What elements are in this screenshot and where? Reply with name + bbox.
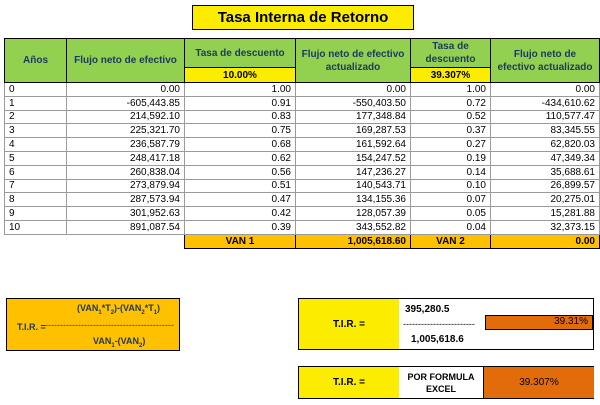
table-row <box>5 207 600 221</box>
year-cell[interactable]: 5 <box>5 151 67 165</box>
rate1-cell[interactable]: 10.00% <box>185 68 296 83</box>
flow-cell[interactable]: 260,838.04 <box>67 165 185 179</box>
tir-calc-result[interactable]: 39.31% <box>485 315 593 330</box>
actualized1-cell[interactable]: 147,236.27 <box>296 165 411 179</box>
actualized1-cell[interactable]: -550,403.50 <box>296 96 411 110</box>
header-tasa1[interactable]: Tasa de descuento <box>185 39 296 68</box>
tir-excel-box <box>298 366 594 399</box>
header-flujo[interactable]: Flujo neto de efectivo <box>67 39 185 83</box>
factor2-cell[interactable]: 0.07 <box>411 193 491 207</box>
formula-line: ------------------------------------------- <box>45 320 174 330</box>
tir-excel-method: POR FORMULA EXCEL <box>407 371 475 394</box>
flow-cell[interactable]: 273,879.94 <box>67 179 185 193</box>
year-cell[interactable]: 4 <box>5 138 67 152</box>
tir-calc-dash: ------------------------ <box>403 319 475 329</box>
actualized2-cell[interactable]: 47,349.34 <box>491 151 600 165</box>
table-row <box>5 110 600 124</box>
header-flujo-act1[interactable]: Flujo neto de efectivo actualizado <box>296 39 411 83</box>
year-cell[interactable]: 0 <box>5 83 67 97</box>
actualized2-cell[interactable]: 62,820.03 <box>491 138 600 152</box>
actualized2-cell[interactable]: 15,281.88 <box>491 207 600 221</box>
flow-cell[interactable]: 0.00 <box>67 83 185 97</box>
table-row <box>5 124 600 138</box>
actualized2-cell[interactable]: -434,610.62 <box>491 96 600 110</box>
sheet-title: Tasa Interna de Retorno <box>192 5 414 30</box>
factor1-cell[interactable]: 1.00 <box>185 83 296 97</box>
actualized2-cell[interactable]: 20,275.01 <box>491 193 600 207</box>
year-cell[interactable]: 6 <box>5 165 67 179</box>
tir-table <box>4 38 600 249</box>
year-cell[interactable]: 7 <box>5 179 67 193</box>
table-row <box>5 165 600 179</box>
van1-label[interactable]: VAN 1 <box>185 234 296 248</box>
factor2-cell[interactable]: 0.27 <box>411 138 491 152</box>
flow-cell[interactable]: 248,417.18 <box>67 151 185 165</box>
actualized1-cell[interactable]: 161,592.64 <box>296 138 411 152</box>
flow-cell[interactable]: -605,443.85 <box>67 96 185 110</box>
actualized2-cell[interactable]: 0.00 <box>491 83 600 97</box>
actualized2-cell[interactable]: 110,577.47 <box>491 110 600 124</box>
factor2-cell[interactable]: 0.04 <box>411 220 491 234</box>
tir-excel-result[interactable]: 39.307% <box>483 367 594 398</box>
factor1-cell[interactable]: 0.91 <box>185 96 296 110</box>
header-anos[interactable]: Años <box>5 39 67 83</box>
actualized1-cell[interactable]: 343,552.82 <box>296 220 411 234</box>
factor1-cell[interactable]: 0.75 <box>185 124 296 138</box>
year-cell[interactable]: 9 <box>5 207 67 221</box>
actualized2-cell[interactable]: 32,373.15 <box>491 220 600 234</box>
factor2-cell[interactable]: 0.19 <box>411 151 491 165</box>
factor2-cell[interactable]: 0.14 <box>411 165 491 179</box>
factor1-cell[interactable]: 0.56 <box>185 165 296 179</box>
van1-value[interactable]: 1,005,618.60 <box>296 234 411 248</box>
flow-cell[interactable]: 225,321.70 <box>67 124 185 138</box>
actualized1-cell[interactable]: 134,155.36 <box>296 193 411 207</box>
van2-value[interactable]: 0.00 <box>491 234 600 248</box>
factor2-cell[interactable]: 0.37 <box>411 124 491 138</box>
actualized1-cell[interactable]: 177,348.84 <box>296 110 411 124</box>
formula-label: T.I.R. = <box>17 322 46 332</box>
tir-excel-label: T.I.R. = <box>299 367 399 398</box>
tir-calc-box <box>298 298 594 350</box>
actualized1-cell[interactable]: 169,287.53 <box>296 124 411 138</box>
year-cell[interactable]: 8 <box>5 193 67 207</box>
flow-cell[interactable]: 214,592.10 <box>67 110 185 124</box>
table-row <box>5 138 600 152</box>
formula-denominator: $VAN_1-(VAN_2)$ <box>93 336 146 349</box>
formula-box[interactable] <box>6 298 180 351</box>
factor1-cell[interactable]: 0.39 <box>185 220 296 234</box>
year-cell[interactable]: 10 <box>5 220 67 234</box>
actualized2-cell[interactable]: 35,688.61 <box>491 165 600 179</box>
actualized2-cell[interactable]: 26,899.57 <box>491 179 600 193</box>
factor2-cell[interactable]: 0.52 <box>411 110 491 124</box>
factor1-cell[interactable]: 0.83 <box>185 110 296 124</box>
flow-cell[interactable]: 236,587.79 <box>67 138 185 152</box>
table-row <box>5 220 600 234</box>
table-row <box>5 83 600 97</box>
year-cell[interactable]: 2 <box>5 110 67 124</box>
tir-calc-numerator[interactable]: 395,280.5 <box>405 304 450 315</box>
factor1-cell[interactable]: 0.51 <box>185 179 296 193</box>
tir-calc-denominator[interactable]: 1,005,618.6 <box>411 334 464 345</box>
factor1-cell[interactable]: 0.47 <box>185 193 296 207</box>
formula-numerator: $(VAN_1*T_2)-(VAN_2*T_1)$ <box>77 303 161 316</box>
flow-cell[interactable]: 891,087.54 <box>67 220 185 234</box>
table-row <box>5 193 600 207</box>
table-row <box>5 179 600 193</box>
factor1-cell[interactable]: 0.62 <box>185 151 296 165</box>
factor2-cell[interactable]: 0.72 <box>411 96 491 110</box>
year-cell[interactable]: 1 <box>5 96 67 110</box>
factor1-cell[interactable]: 0.68 <box>185 138 296 152</box>
factor2-cell[interactable]: 0.05 <box>411 207 491 221</box>
actualized1-cell[interactable]: 140,543.71 <box>296 179 411 193</box>
header-flujo-act2[interactable]: Flujo neto de efectivo actualizado <box>491 39 600 83</box>
flow-cell[interactable]: 287,573.94 <box>67 193 185 207</box>
actualized2-cell[interactable]: 83,345.55 <box>491 124 600 138</box>
year-cell[interactable]: 3 <box>5 124 67 138</box>
actualized1-cell[interactable]: 128,057.39 <box>296 207 411 221</box>
factor2-cell[interactable]: 1.00 <box>411 83 491 97</box>
factor2-cell[interactable]: 0.10 <box>411 179 491 193</box>
table-row <box>5 151 600 165</box>
flow-cell[interactable]: 301,952.63 <box>67 207 185 221</box>
table-row <box>5 96 600 110</box>
actualized1-cell[interactable]: 0.00 <box>296 83 411 97</box>
actualized1-cell[interactable]: 154,247.52 <box>296 151 411 165</box>
tir-calc-label: T.I.R. = <box>299 299 399 349</box>
van2-label[interactable]: VAN 2 <box>411 234 491 248</box>
header-tasa2[interactable]: Tasa de descuento <box>411 39 491 68</box>
factor1-cell[interactable]: 0.42 <box>185 207 296 221</box>
rate2-cell[interactable]: 39.307% <box>411 68 491 83</box>
